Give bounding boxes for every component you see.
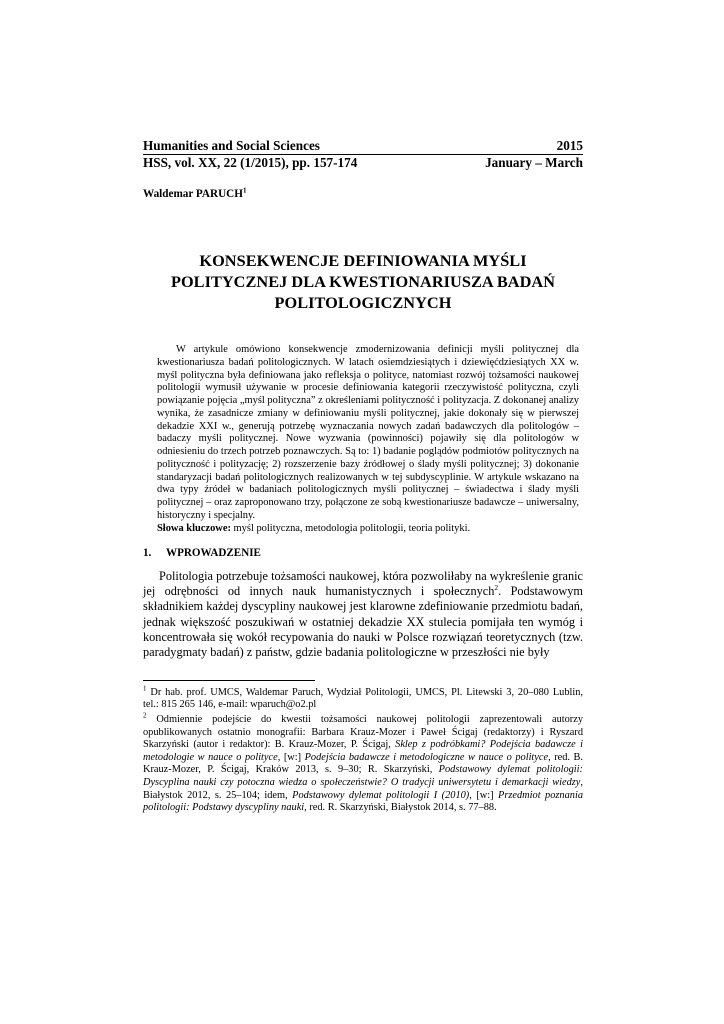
footnote-2-text-6: , red. R. Skarzyński, Białystok 2014, s. 77–88. xyxy=(304,802,497,814)
footnote-2-text-1: Odmiennie podejście do kwestii tożsamości naukowej politologii zaprezentowali autorzy opublikowanych ostatnio monografii: Barbara Krauz-Mozer i Paweł Ścigaj (redaktorzy) i Ryszard Skarzyński (autor i redaktor): B. Krauz-Mozer, P. Ścigaj, xyxy=(143,714,583,751)
footnote-1-text: Dr hab. prof. UMCS, Waldemar Paruch, Wydział Politologii, UMCS, Pl. Litewski 3, 20–080 Lublin, tel.: 815 265 146, e-mail: wparuch@o2.pl xyxy=(143,686,583,711)
footnote-2-mark: 2 xyxy=(143,711,147,720)
journal-name: Humanities and Social Sciences xyxy=(143,138,320,153)
footnote-2-title-4: Podstawowy dylemat politologii I (2010) xyxy=(292,789,470,801)
journal-year: 2015 xyxy=(556,138,583,153)
footnote-ref-2[interactable]: 2 xyxy=(494,583,499,593)
footnote-2-title-5: Przedmiot poznania politologii: Podstawy dyscypliny nauki xyxy=(143,789,583,814)
article-page xyxy=(143,138,583,817)
body-text xyxy=(143,569,583,660)
body-text-part-2: . Podstawowym składnikiem każdej dyscypliny naukowej jest klarowne zdefiniowanie przedmiotu badań, jednak większość poszukiwań w ostatniej dekadzie XX stulecia pomijała ten wymóg i koncentrowała się wokół recypowania do nauki w Polsce rozwiązań teoretycznych (tzw. paradygmaty badań) z państw, gdzie badania politologiczne w przeszłości nie były xyxy=(143,584,583,659)
footnote-2-title-2: Podejścia badawcze i metodologiczne w nauce o polityce xyxy=(304,751,549,763)
body-paragraph xyxy=(143,569,583,660)
author xyxy=(143,188,583,200)
footnote-2-text-4: , Białystok 2012, s. 25–104; idem, xyxy=(143,776,583,801)
footnote-2-title-3: Podstawowy dylemat politologii: Dyscyplina nauki czy potoczna wiedza o społeczeństwie? O tradycji uniwersytetu i demarkacji wiedzy xyxy=(143,764,583,788)
abstract-text: W artykule omówiono konsekwencje zmodernizowania definicji myśli politycznej dla kwestionariusza badań politologicznych. W latach osiemdziesiątych i dziewięćdziesiątych XX w. myśl polityczna była definiowana jako refleksja o polityce, natomiast rozwój tożsamości naukowej politologii wymusił używanie w procesie definiowania kategorii rzeczywistość polityczna, czyli powiązanie pojęcia „myśl polityczna” z określeniami polityczność i polityzacja. Z dokonanej analizy wynika, że zasadnicze zmiany w definiowaniu myśli politycznej, jakie dokonały się w pierwszej dekadzie XXI w., generują potrzebę wyznaczania nowych zadań badawczych dla politologów – badaczy myśli politycznej. Nowe wyzwania (powinności) pojawiły się dla politologów w odniesieniu do trzech potrzeb poznawczych. Są to: 1) badanie poglądów podmiotów politycznych na polityczność i polityzację; 2) rozszerzenie bazy źródłowej o ślady myśli politycznej; 3) dokonanie standaryzacji badań politologicznych realizowanych w tej subdyscyplinie. W artykule wskazano na dwa typy źródeł w badaniach politologicznych myśli politycznej – świadectwa i ślady myśli politycznej – oraz zaproponowano trzy, połączone ze sobą kwestionariusze badawcze – uniwersalny, historyczny i specjalny. xyxy=(157,344,579,521)
body-text-part-1: Politologia potrzebuje tożsamości naukowej, która pozwoliłaby na wykreślenie granic jej odrębności od innych nauk humanistycznych i społecznych xyxy=(143,569,583,599)
keywords-label: Słowa kluczowe: xyxy=(157,522,231,534)
title-line-1: KONSEKWENCJE DEFINIOWANIA MYŚLI xyxy=(199,251,527,270)
footnote-2 xyxy=(143,711,583,815)
article-title xyxy=(143,250,583,313)
footnote-2-text-2: , [w:] xyxy=(277,751,305,763)
header-row-1 xyxy=(143,138,583,154)
footnote-2-text-3: , red. B. Krauz-Mozer, P. Ścigaj, Kraków 2013, s. 9–30; R. Skarzyński, xyxy=(143,751,583,776)
keywords xyxy=(157,523,579,536)
title-line-2: POLITYCZNEJ DLA KWESTIONARIUSZA BADAŃ xyxy=(170,272,556,291)
author-footnote-mark[interactable]: 1 xyxy=(242,186,247,195)
section-heading xyxy=(143,547,583,559)
author-name: Waldemar PARUCH xyxy=(143,188,243,200)
keywords-list: myśl polityczna, metodologia politologii, teoria polityki. xyxy=(230,522,471,534)
issue-period: January – March xyxy=(485,155,583,170)
footnote-separator xyxy=(143,680,315,681)
abstract xyxy=(157,344,579,535)
footnote-2-title-1: Sklep z podróbkami? Podejścia badawcze i metodologie w nauce o polityce xyxy=(143,739,583,763)
footnotes xyxy=(143,684,583,815)
volume-info: HSS, vol. XX, 22 (1/2015), pp. 157-174 xyxy=(143,155,358,170)
footnote-1-mark: 1 xyxy=(143,684,147,693)
footnote-1 xyxy=(143,684,583,712)
footnote-2-text-5: , [w:] xyxy=(469,789,499,801)
section-title: WPROWADZENIE xyxy=(166,547,261,560)
section-number: 1. xyxy=(143,547,152,560)
header-row-2 xyxy=(143,155,583,171)
title-line-3: POLITOLOGICZNYCH xyxy=(274,293,452,312)
